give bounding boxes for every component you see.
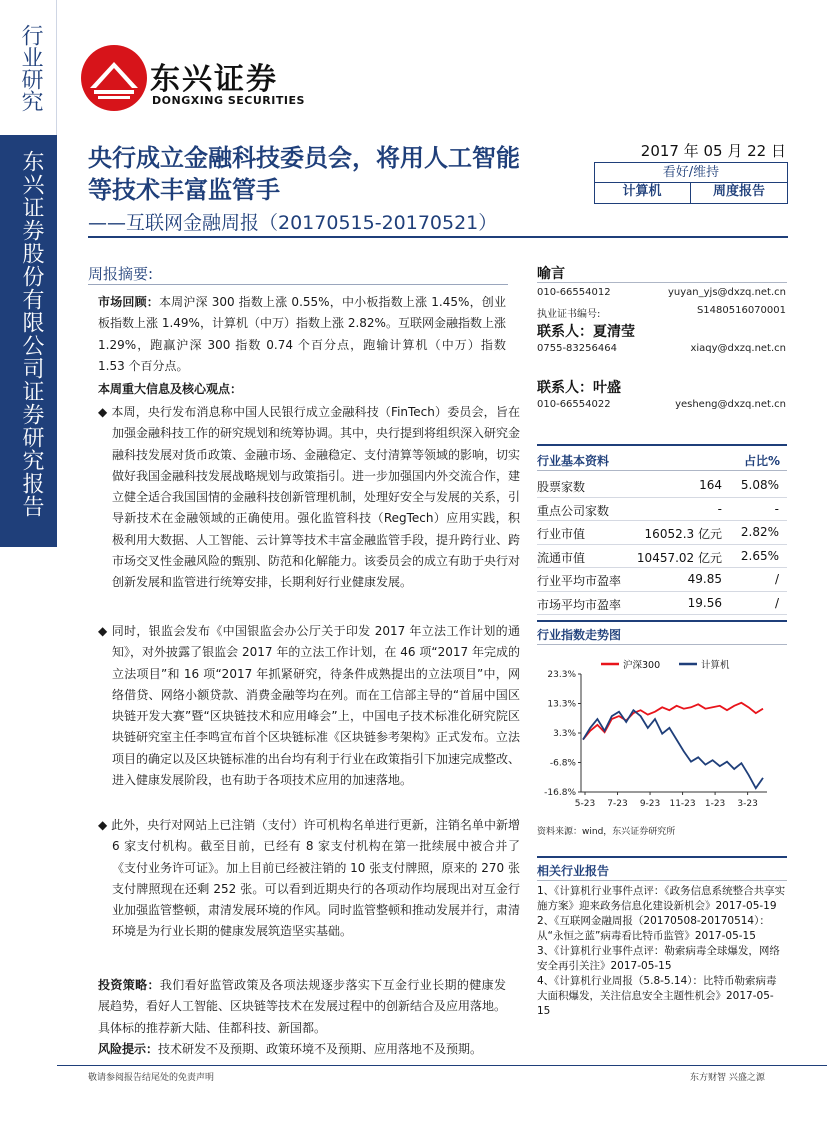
related-top-rule	[537, 856, 787, 858]
sector-label: 计算机	[622, 184, 662, 199]
chart-source: 资料来源：wind，东兴证券研究所	[537, 827, 676, 837]
table-cell-value: 16052.3 亿元	[644, 527, 722, 541]
x-tick-label: 9-23	[639, 799, 661, 809]
table-cell-pct: -	[774, 501, 779, 516]
footer-slogan: 东方财智 兴盛之源	[690, 1073, 765, 1083]
x-tick-label: 11-23	[669, 799, 696, 809]
x-tick-label: 3-23	[737, 799, 758, 809]
market-review	[98, 292, 506, 377]
contact-name: 联系人：叶盛	[537, 380, 621, 396]
table-header-rule	[537, 470, 787, 471]
table-cell-label: 重点公司家数	[537, 503, 610, 518]
table-cell-value: -	[717, 501, 722, 516]
analyst-email: yuyan_yjs@dxzq.net.cn	[667, 287, 786, 298]
news-bullet-1-text: 本周，央行发布消息称中国人民银行成立金融科技（FinTech）委员会，旨在加强金融科技工作的研究规划和统筹协调。其中，央行提到将组织深入研究金融科技发展对货币政策、金融市场、金融稳定、支付清算等领域的影响，切实做好我国金融科技发展战略规划与政策指引。进一步加强国内外交流合作，建立健全适合我国国情的金融科技创新管理机制，处理好安全与发展的关系，引导新技术在金融领域的正确使用。强化监管科技（RegTech）应用实践，积极利用大数据、人工智能、云计算等技术丰富金融监管手段，提升跨行业、跨市场交叉性金融风险的甄别、防范和化解能力。该委员会的成立有助于央行对创新发展和监管进行统筹安排，长期利好行业健康发展。	[111, 405, 521, 590]
title-divider	[88, 236, 788, 238]
analyst-cert-label: 执业证书编号:	[537, 309, 601, 320]
news-bullet-3-text: 此外，央行对网站上已注销（支付）许可机构名单进行更新，注销名单中新增 6 家支付机构。截至目前，已经有 8 家支付机构在第一批续展中被合并了《支付业务许可证》。加上目前已经被注销的 10 张支付牌照，原来的 270 张支付牌照现在还剩 252 张。可以看到近期央行的各项动作均展现出对互金行业加强监管整顿，肃清发展环境的作风。同时监管整顿和推动发展并行，肃清环境是为行业长期的健康发展筑造坚实基础。	[111, 818, 521, 939]
table-cell-label: 流通市值	[537, 550, 586, 565]
chart-title-rule	[537, 644, 787, 645]
table-row	[537, 568, 787, 592]
logo-icon	[80, 44, 148, 112]
news-bullet-3: ◆ 此外，央行对网站上已注销（支付）许可机构名单进行更新，注销名单中新增 6 家支付机构。截至目前，已经有 8 家支付机构在第一批续展中被合并了《支付业务许可证》。加上目前已经被注销的 10 张支付牌照，原来的 270 张支付牌照现在还剩 252 张。可以看到近期央行的各项动作均展现出对互金行业加强监管整顿，肃清发展环境的作风。同时监管整顿和推动发展并行，肃清环境是为行业长期的健康发展筑造坚实基础。	[98, 818, 521, 939]
chart-title: 行业指数走势图	[537, 628, 622, 642]
table-cell-pct: 2.82%	[740, 525, 779, 539]
x-tick-label: 7-23	[607, 799, 628, 809]
table-cell-value: 19.56	[687, 595, 722, 610]
table-cell-label: 股票家数	[537, 480, 586, 494]
news-bullet-1: ◆ 本周，央行发布消息称中国人民银行成立金融科技（FinTech）委员会，旨在加强金融科技工作的研究规划和统筹协调。其中，央行提到将组织深入研究金融科技发展对货币政策、金融市场、金融稳定、支付清算等领域的影响，切实做好我国金融科技发展战略规划与政策指引。进一步加强国内外交流合作，建立健全适合我国国情的金融科技创新管理机制，处理好安全与发展的关系，引导新技术在金融领域的正确使用。强化监管科技（RegTech）应用实践，积极利用大数据、人工智能、云计算等技术丰富金融监管手段，提升跨行业、跨市场交叉性金融风险的甄别、防范和化解能力。该委员会的成立有助于央行对创新发展和监管进行统筹安排，长期利好行业健康发展。	[98, 405, 521, 590]
contact-email: xiaqy@dxzq.net.cn	[690, 343, 786, 354]
analyst-phone: 010-66554012	[537, 287, 611, 298]
news-bullet-2: ◆ 同时，银监会发布《中国银监会办公厅关于印发 2017 年立法工作计划的通知》，对外披露了银监会 2017 年的立法工作计划，在 46 项“2017 年完成的立法项目”和 16 项“2017 年抓紧研究，待条件成熟提出的立法项目”中，网络借贷、网络小额贷款、消费金融等均在列。而在工信部主导的“首届中国区块链开发大赛”暨“区块链技术和应用峰会”上，中国电子技术标准化研究院区块链研究室主任李鸣宣布首个区块链标准《区块链参考架构》正式发布。立法项目的确定以及区块链标准的出台均有利于行业在政策指引下加速完成整改、进入健康发展阶段，也有助于各项技术应用的加速落地。	[98, 624, 521, 788]
company-report-label: 东兴证券股份有限公司证券研究报告	[19, 150, 44, 518]
contact-phone: 010-66554022	[537, 399, 611, 410]
y-tick-label: 13.3%	[547, 699, 576, 710]
market-review-text: 本周沪深 300 指数上涨 0.55%，中小板指数上涨 1.45%，创业板指数上涨 1.49%，计算机（中万）指数上涨 2.82%。互联网金融指数上涨 1.29%，跑赢沪深 300 指数 0.74 个百分点，跑输计算机（中万）指数 1.53 个百分点。	[98, 295, 506, 373]
industry-table-body	[537, 474, 787, 615]
summary-divider	[88, 284, 508, 285]
related-report-item[interactable]: 1、《计算机行业事件点评：《政务信息系统整合共享实施方案》迎来政务信息化建设新机会》2017-05-19	[537, 885, 786, 912]
table-cell-value: 49.85	[687, 572, 722, 586]
related-report-item[interactable]: 2、《互联网金融周报（20170508-20170514）：从“永恒之蓝”病毒看比特币监管》2017-05-15	[537, 915, 770, 942]
table-cell-pct: 2.65%	[740, 548, 779, 563]
news-bullet-2-text: 同时，银监会发布《中国银监会办公厅关于印发 2017 年立法工作计划的通知》，对外披露了银监会 2017 年的立法工作计划，在 46 项“2017 年完成的立法项目”和 16 项“2017 年抓紧研究，待条件成熟提出的立法项目”中，网络借贷、网络小额贷款、消费金融等均在列。而在工信部主导的“首届中国区块链开发大赛”暨“区块链技术和应用峰会”上，中国电子技术标准化研究院区块链研究室主任李鸣宣布首个区块链标准《区块链参考架构》正式发布。立法项目的确定以及区块链标准的出台均有利于行业在政策指引下加速完成整改、进入健康发展阶段，也有助于各项技术应用的加速落地。	[111, 624, 521, 788]
table-cell-value: 10457.02 亿元	[636, 550, 722, 565]
industry-table-pct-header: 占比%	[743, 454, 780, 468]
table-cell-label: 行业平均市盈率	[537, 574, 622, 588]
table-cell-value: 164	[699, 478, 722, 492]
logo-text-en: DONGXING SECURITIES	[152, 94, 305, 107]
rating-badge: 看好/维持	[594, 162, 788, 183]
table-cell-label: 行业市值	[537, 527, 586, 541]
report-date: 2017 年 05 月 22 日	[640, 142, 786, 160]
summary-heading: 周报摘要:	[88, 265, 154, 283]
report-category: 行业研究	[18, 24, 43, 112]
related-report-item[interactable]: 3、《计算机行业事件点评：勒索病毒全球爆发，网络安全再引关注》2017-05-15	[537, 945, 780, 972]
table-row	[537, 474, 787, 498]
report-subtitle: ——互联网金融周报（20170515-20170521）	[88, 212, 498, 234]
investment-strategy	[98, 975, 506, 1039]
x-tick-label: 5-23	[574, 799, 596, 809]
table-cell-label: 市场平均市盈率	[537, 597, 622, 612]
table-top-rule	[537, 444, 787, 446]
report-title: 央行成立金融科技委员会，将用人工智能等技术丰富监管手	[88, 144, 520, 204]
analyst-cert-number: S1480516070001	[696, 305, 786, 316]
related-heading-rule	[537, 880, 787, 881]
risk-label: 风险提示：	[98, 1042, 159, 1056]
table-row	[537, 521, 787, 545]
table-cell-pct: /	[774, 595, 779, 610]
y-tick-label: 3.3%	[553, 729, 576, 739]
risk-warning	[98, 1039, 506, 1060]
analyst-divider	[537, 282, 787, 283]
logo-text-cn: 东兴证券	[150, 62, 278, 97]
table-row	[537, 498, 787, 522]
risk-text: 技术研发不及预期、政策环境不及预期、应用落地不及预期。	[158, 1042, 483, 1056]
table-row	[537, 545, 787, 569]
investment-text: 我们看好监管政策及各项法规逐步落实下互金行业长期的健康发展趋势，看好人工智能、区块链等技术在发展过程中的创新结合及应用落地。具体标的推荐新大陆、佳都科技、新国都。	[98, 978, 507, 1035]
related-list	[537, 884, 787, 1019]
table-row	[537, 592, 787, 616]
y-tick-label: -6.8%	[549, 758, 576, 769]
industry-table-heading: 行业基本资料	[537, 454, 610, 468]
news-heading: 本周重大信息及核心观点：	[98, 382, 243, 396]
related-heading: 相关行业报告	[537, 864, 610, 878]
contact-name: 联系人：夏清莹	[537, 324, 635, 340]
y-tick-label: -16.8%	[544, 788, 576, 798]
x-tick-label: 1-23	[704, 799, 726, 809]
y-tick-label: 23.3%	[547, 670, 576, 680]
index-trend-chart	[535, 650, 787, 818]
analyst-name: 喻言	[537, 266, 565, 282]
contact-phone: 0755-83256464	[537, 343, 617, 354]
footer-divider	[57, 1065, 827, 1066]
chart-top-rule	[537, 620, 787, 622]
disclaimer-note: 敬请参阅报告结尾处的免责声明	[88, 1073, 215, 1083]
table-cell-pct: /	[774, 572, 779, 586]
legend-label: 计算机	[701, 660, 730, 671]
related-report-item[interactable]: 4、《计算机行业周报（5.8-5.14）：比特币勒索病毒大面积爆发，关注信息安全主题性机会》2017-05-15	[537, 975, 777, 1017]
table-cell-pct: 5.08%	[740, 478, 779, 492]
investment-label: 投资策略：	[98, 978, 160, 992]
market-review-label: 市场回顾：	[98, 295, 159, 309]
report-type-label: 周度报告	[712, 184, 765, 199]
contact-email: yesheng@dxzq.net.cn	[675, 399, 786, 410]
legend-label: 沪深300	[623, 660, 661, 671]
